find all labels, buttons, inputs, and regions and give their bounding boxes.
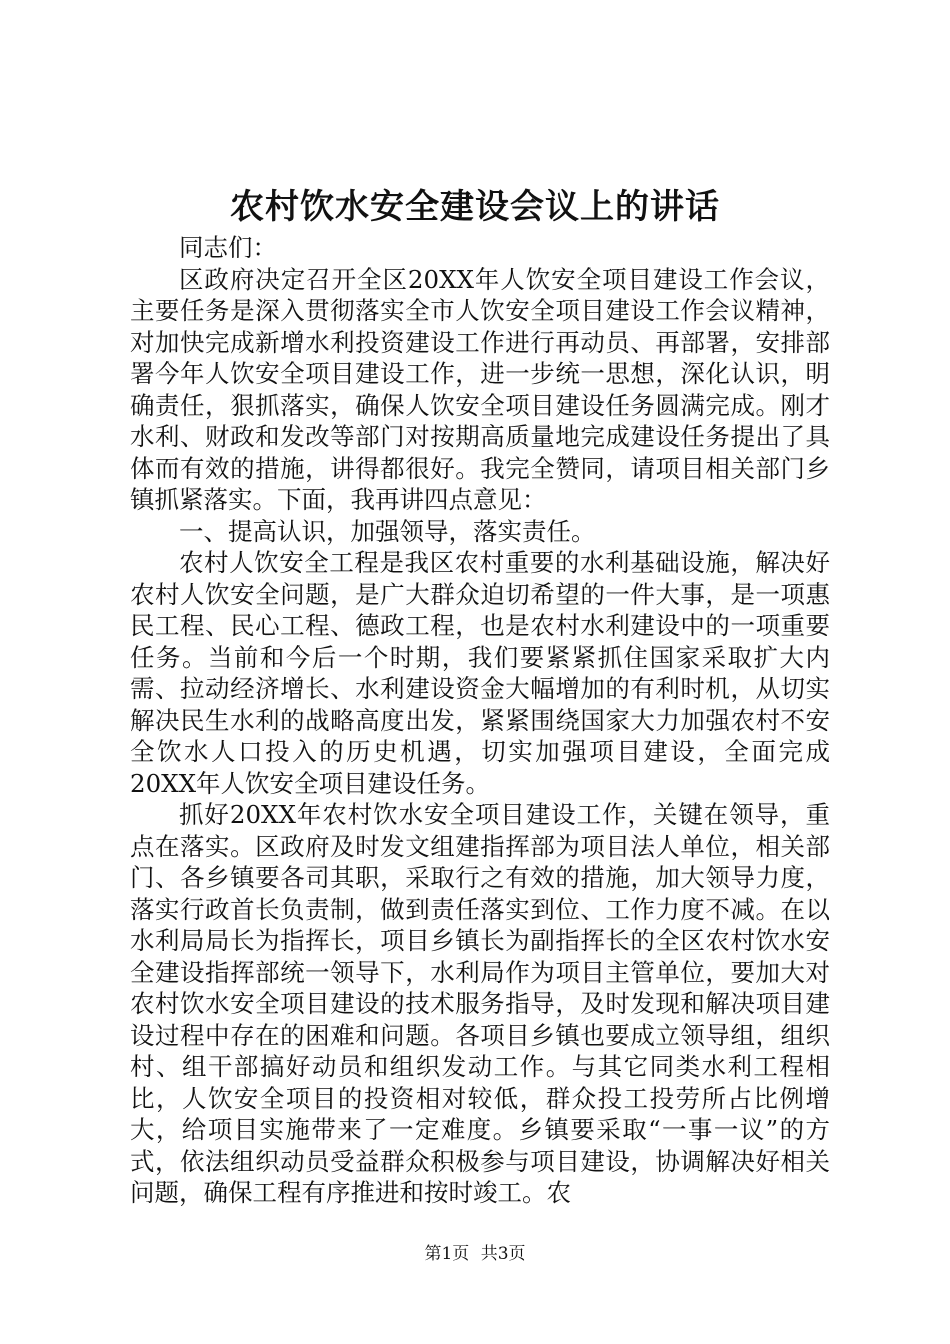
body-paragraph: 抓好20XX年农村饮水安全项目建设工作，关键在领导，重点在落实。区政府及时发文组建指挥部为项目法人单位，相关部门、各乡镇要各司其职，采取行之有效的措施，加大领导力度，落实行政首长负责制，做到责任落实到位、工作力度不减。在以水利局局长为指挥长，项目乡镇长为副指挥长的全区农村饮水安全建设指挥部统一领导下，水利局作为项目主管单位，要加大对农村饮水安全项目建设的技术服务指导，及时发现和解决项目建设过程中存在的困难和问题。各项目乡镇也要成立领导组，组织村、组干部搞好动员和组织发动工作。与其它同类水利工程相比，人饮安全项目的投资相对较低，群众投工投劳所占比例增大，给项目实施带来了一定难度。乡镇要采取“一事一议”的方式，依法组织动员受益群众积极参与项目建设，协调解决好相关问题，确保工程有序推进和按时竣工。农 <box>130 800 830 1207</box>
document-body <box>130 232 830 1209</box>
body-paragraph: 农村人饮安全工程是我区农村重要的水利基础设施，解决好农村人饮安全问题，是广大群众迫切希望的一件大事，是一项惠民工程、民心工程、德政工程，也是农村水利建设中的一项重要任务。当前和今后一个时期，我们要紧紧抓住国家采取扩大内需、拉动经济增长、水利建设资金大幅增加的有利时机，从切实解决民生水利的战略高度出发，紧紧围绕国家大力加强农村不安全饮水人口投入的历史机遇，切实加强项目建设，全面完成20XX年人饮安全项目建设任务。 <box>130 548 830 798</box>
section-heading: 一、提高认识，加强领导，落实责任。 <box>179 516 596 546</box>
body-paragraph: 区政府决定召开全区20XX年人饮安全项目建设工作会议，主要任务是深入贯彻落实全市人饮安全项目建设工作会议精神，对加快完成新增水利投资建设工作进行再动员、再部署，安排部署今年人饮安全项目建设工作，进一步统一思想，深化认识，明确责任，狠抓落实，确保人饮安全项目建设任务圆满完成。刚才水利、财政和发改等部门对按期高质量地完成建设任务提出了具体而有效的措施，讲得都很好。我完全赞同，请项目相关部门乡镇抓紧落实。下面，我再讲四点意见： <box>130 264 830 514</box>
salutation-paragraph: 同志们： <box>179 233 277 262</box>
document-title: 农村饮水安全建设会议上的讲话 <box>230 187 720 227</box>
page-number: 第1页 <box>424 1244 470 1264</box>
page-footer <box>0 1242 950 1266</box>
page-total: 共3页 <box>480 1244 526 1264</box>
